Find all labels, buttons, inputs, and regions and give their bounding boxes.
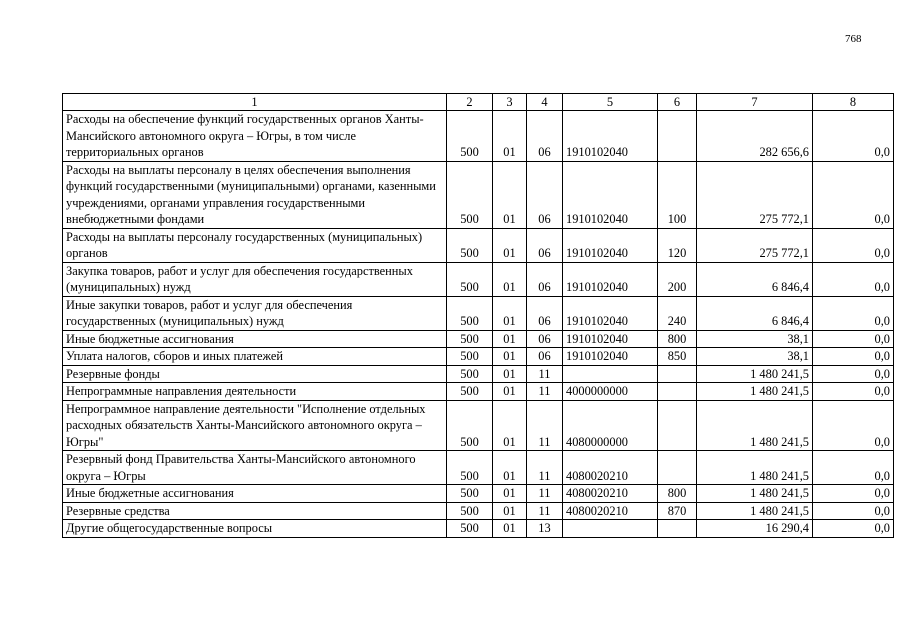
cell-value: 0,0 — [813, 228, 894, 262]
cell-target-article: 4000000000 — [563, 383, 658, 401]
cell-value: 0,0 — [813, 262, 894, 296]
row-description: Уплата налогов, сборов и иных платежей — [63, 348, 447, 366]
cell-expense-type: 870 — [658, 502, 697, 520]
column-header: 6 — [658, 94, 697, 111]
cell-section: 01 — [493, 348, 527, 366]
table-body — [63, 111, 894, 538]
row-description: Непрограммные направления деятельности — [63, 383, 447, 401]
table-row — [63, 296, 894, 330]
cell-amount: 6 846,4 — [697, 296, 813, 330]
cell-subsection: 11 — [527, 365, 563, 383]
cell-section: 01 — [493, 111, 527, 162]
table-row — [63, 262, 894, 296]
cell-target-article: 1910102040 — [563, 111, 658, 162]
cell-amount: 1 480 241,5 — [697, 365, 813, 383]
cell-section: 01 — [493, 383, 527, 401]
cell-expense-type: 800 — [658, 330, 697, 348]
cell-amount: 1 480 241,5 — [697, 451, 813, 485]
cell-expense-type: 200 — [658, 262, 697, 296]
cell-subsection: 06 — [527, 348, 563, 366]
cell-section: 01 — [493, 451, 527, 485]
cell-value: 0,0 — [813, 348, 894, 366]
row-description: Расходы на обеспечение функций государственных органов Ханты-Мансийского автономного округа – Югры, в том числе территориальных органов — [63, 111, 447, 162]
table-row — [63, 451, 894, 485]
table-row — [63, 383, 894, 401]
cell-ministry-code: 500 — [447, 228, 493, 262]
cell-ministry-code: 500 — [447, 161, 493, 228]
column-header: 1 — [63, 94, 447, 111]
column-header: 2 — [447, 94, 493, 111]
cell-section: 01 — [493, 296, 527, 330]
cell-expense-type: 240 — [658, 296, 697, 330]
cell-subsection: 06 — [527, 228, 563, 262]
cell-value: 0,0 — [813, 365, 894, 383]
row-description: Иные бюджетные ассигнования — [63, 330, 447, 348]
cell-value: 0,0 — [813, 451, 894, 485]
table-row — [63, 400, 894, 451]
cell-ministry-code: 500 — [447, 365, 493, 383]
cell-value: 0,0 — [813, 330, 894, 348]
cell-value: 0,0 — [813, 520, 894, 538]
cell-value: 0,0 — [813, 161, 894, 228]
budget-table — [62, 93, 894, 538]
table-row — [63, 161, 894, 228]
row-description: Резервный фонд Правительства Ханты-Мансийского автономного округа – Югры — [63, 451, 447, 485]
cell-subsection: 11 — [527, 451, 563, 485]
cell-value: 0,0 — [813, 485, 894, 503]
cell-subsection: 06 — [527, 296, 563, 330]
cell-amount: 1 480 241,5 — [697, 502, 813, 520]
cell-expense-type — [658, 451, 697, 485]
table-row — [63, 228, 894, 262]
cell-section: 01 — [493, 400, 527, 451]
cell-ministry-code: 500 — [447, 348, 493, 366]
cell-ministry-code: 500 — [447, 485, 493, 503]
cell-subsection: 11 — [527, 383, 563, 401]
cell-target-article: 1910102040 — [563, 161, 658, 228]
row-description: Непрограммное направление деятельности "Исполнение отдельных расходных обязательств Ханты-Мансийского автономного округа – Югры" — [63, 400, 447, 451]
cell-value: 0,0 — [813, 383, 894, 401]
cell-target-article: 4080020210 — [563, 502, 658, 520]
row-description: Резервные средства — [63, 502, 447, 520]
cell-target-article: 4080020210 — [563, 485, 658, 503]
cell-subsection: 06 — [527, 330, 563, 348]
column-header: 8 — [813, 94, 894, 111]
cell-value: 0,0 — [813, 502, 894, 520]
cell-section: 01 — [493, 161, 527, 228]
cell-amount: 282 656,6 — [697, 111, 813, 162]
cell-section: 01 — [493, 485, 527, 503]
cell-ministry-code: 500 — [447, 451, 493, 485]
cell-amount: 1 480 241,5 — [697, 400, 813, 451]
table-row — [63, 111, 894, 162]
cell-amount: 275 772,1 — [697, 161, 813, 228]
cell-ministry-code: 500 — [447, 262, 493, 296]
row-description: Закупка товаров, работ и услуг для обеспечения государственных (муниципальных) нужд — [63, 262, 447, 296]
row-description: Расходы на выплаты персоналу государственных (муниципальных) органов — [63, 228, 447, 262]
cell-expense-type — [658, 365, 697, 383]
cell-amount: 38,1 — [697, 330, 813, 348]
cell-ministry-code: 500 — [447, 296, 493, 330]
cell-expense-type — [658, 520, 697, 538]
header-row — [63, 94, 894, 111]
cell-ministry-code: 500 — [447, 111, 493, 162]
table-row — [63, 330, 894, 348]
cell-expense-type: 100 — [658, 161, 697, 228]
column-header: 7 — [697, 94, 813, 111]
cell-target-article: 4080020210 — [563, 451, 658, 485]
cell-section: 01 — [493, 520, 527, 538]
cell-target-article: 1910102040 — [563, 262, 658, 296]
cell-value: 0,0 — [813, 111, 894, 162]
cell-expense-type — [658, 383, 697, 401]
cell-subsection: 06 — [527, 161, 563, 228]
table-row — [63, 502, 894, 520]
table-row — [63, 485, 894, 503]
cell-ministry-code: 500 — [447, 520, 493, 538]
cell-section: 01 — [493, 330, 527, 348]
row-description: Иные бюджетные ассигнования — [63, 485, 447, 503]
cell-expense-type: 800 — [658, 485, 697, 503]
cell-ministry-code: 500 — [447, 330, 493, 348]
column-header: 3 — [493, 94, 527, 111]
cell-amount: 1 480 241,5 — [697, 383, 813, 401]
cell-target-article: 1910102040 — [563, 228, 658, 262]
cell-ministry-code: 500 — [447, 400, 493, 451]
cell-target-article: 1910102040 — [563, 348, 658, 366]
cell-subsection: 11 — [527, 502, 563, 520]
column-header: 5 — [563, 94, 658, 111]
table-row — [63, 520, 894, 538]
cell-amount: 1 480 241,5 — [697, 485, 813, 503]
table-row — [63, 365, 894, 383]
row-description: Иные закупки товаров, работ и услуг для обеспечения государственных (муниципальных) нужд — [63, 296, 447, 330]
cell-amount: 38,1 — [697, 348, 813, 366]
column-header: 4 — [527, 94, 563, 111]
page-number: 768 — [845, 33, 862, 45]
cell-subsection: 11 — [527, 400, 563, 451]
cell-expense-type — [658, 111, 697, 162]
cell-target-article — [563, 520, 658, 538]
cell-target-article: 4080000000 — [563, 400, 658, 451]
cell-ministry-code: 500 — [447, 502, 493, 520]
cell-section: 01 — [493, 262, 527, 296]
table-row — [63, 348, 894, 366]
cell-subsection: 11 — [527, 485, 563, 503]
cell-amount: 16 290,4 — [697, 520, 813, 538]
cell-target-article: 1910102040 — [563, 296, 658, 330]
cell-subsection: 13 — [527, 520, 563, 538]
cell-section: 01 — [493, 365, 527, 383]
cell-section: 01 — [493, 228, 527, 262]
cell-expense-type — [658, 400, 697, 451]
row-description: Другие общегосударственные вопросы — [63, 520, 447, 538]
cell-amount: 6 846,4 — [697, 262, 813, 296]
cell-subsection: 06 — [527, 262, 563, 296]
cell-value: 0,0 — [813, 400, 894, 451]
cell-target-article — [563, 365, 658, 383]
row-description: Расходы на выплаты персоналу в целях обеспечения выполнения функций государственными (муниципальными) органами, казенными учреждениями, органами управления государственными внебюджетными фондами — [63, 161, 447, 228]
cell-subsection: 06 — [527, 111, 563, 162]
cell-value: 0,0 — [813, 296, 894, 330]
cell-expense-type: 850 — [658, 348, 697, 366]
cell-target-article: 1910102040 — [563, 330, 658, 348]
cell-expense-type: 120 — [658, 228, 697, 262]
cell-amount: 275 772,1 — [697, 228, 813, 262]
row-description: Резервные фонды — [63, 365, 447, 383]
cell-section: 01 — [493, 502, 527, 520]
cell-ministry-code: 500 — [447, 383, 493, 401]
